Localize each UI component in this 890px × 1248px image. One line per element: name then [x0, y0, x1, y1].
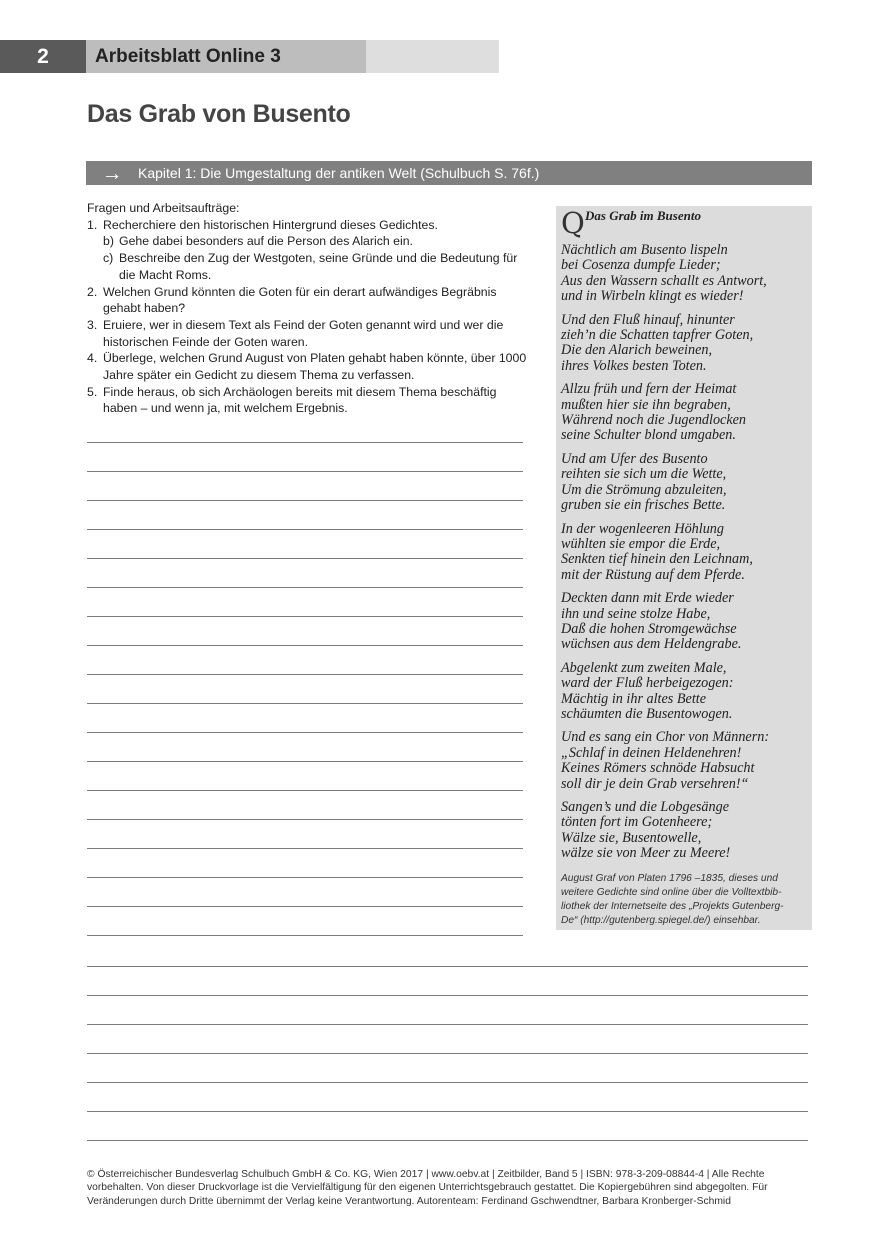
source-box — [556, 206, 812, 930]
page-title: Das Grab von Busento — [87, 100, 351, 128]
answer-line — [87, 617, 523, 646]
poem-stanza: Deckten dann mit Erde wieder ihn und seine stolze Habe, Daß die hohen Stromgewächse wüchsen aus dem Heldengrabe. — [561, 590, 742, 653]
answer-line — [87, 472, 523, 501]
answer-line — [87, 762, 523, 791]
answer-line — [87, 849, 523, 878]
answer-line — [87, 1025, 808, 1054]
poem-stanza: Und am Ufer des Busento reihten sie sich um die Wette, Um die Strömung abzuleiten, gruben sie ein frisches Bette. — [561, 450, 727, 514]
answer-line — [87, 675, 523, 704]
task-item: 1. Recherchiere den historischen Hintergrund dieses Gedichtes. — [87, 217, 438, 232]
task-subitem: b) Gehe dabei besonders auf die Person des Alarich ein. — [103, 234, 413, 249]
task-intro: Fragen und Arbeitsaufträge: — [87, 201, 240, 215]
answer-line — [87, 996, 808, 1025]
poem-stanza: Und es sang ein Chor von Männern: „Schlaf in deinen Heldenehren! Keines Römers schnöde Habsucht soll dir je dein Grab versehren!“ — [561, 729, 770, 792]
header-bar-end — [366, 40, 499, 73]
answer-line — [87, 733, 523, 762]
arrow-right-icon: → — [101, 161, 123, 185]
poem-stanza: Sangen’s und die Lobgesänge tönten fort im Gotenheere; Wälze sie, Busentowelle, wälze sie von Meer zu Meere! — [561, 799, 731, 862]
poem-stanza: In der wogenleeren Höhlung wühlten sie empor die Erde, Senkten tief hinein den Leichnam, mit der Rüstung auf dem Pferde. — [561, 520, 753, 583]
task-item: 3. Eruiere, wer in diesem Text als Feind der Goten genannt wird und wer die historischen Feinde der Goten waren. — [87, 317, 504, 349]
answer-line — [87, 530, 523, 559]
answer-line — [87, 967, 808, 996]
copyright-footer: © Österreichischer Bundesverlag Schulbuch GmbH & Co. KG, Wien 2017 | www.oebv.at | Zeitbilder, Band 5 | ISBN: 978-3-209-08844-4 | Alle Rechte vorbehalten. Von dieser Druckvorlage ist die Vervielfältigung für den eigenen Unterrichtsgebrauch gestattet. Die Kopiergebühren sind abgegolten. Für Veränderungen durch Dritte übernimmt der Verlag keine Verantwortung. Autorenteam: Ferdinand Gschwendtner, Barbara Kronberger-Schmid — [87, 1169, 768, 1207]
source-header — [561, 206, 807, 240]
answer-line — [87, 1112, 808, 1141]
worksheet-title: Arbeitsblatt Online 3 — [86, 40, 366, 73]
task-list — [87, 200, 527, 417]
answer-line — [87, 938, 808, 967]
answer-line — [87, 646, 523, 675]
task-item: 4. Überlege, welchen Grund August von Platen gehabt haben könnte, über 1000 Jahre später ein Gedicht zu diesem Thema zu verfassen. — [87, 351, 527, 383]
poem-stanza: Und den Fluß hinauf, hinunter zieh’n die Schatten tapfrer Goten, Die den Alarich beweinen, ihres Volkes besten Toten. — [561, 311, 754, 374]
chapter-title: Kapitel 1: Die Umgestaltung der antiken Welt (Schulbuch S. 76f.) — [138, 165, 540, 181]
source-credit: August Graf von Platen 1796 –1835, dieses und weitere Gedichte sind online über die Volltextbib- liothek der Internetseite des „Projekts Gutenberg- De“ (http://gutenberg.spiegel.de/) einsehbar. — [561, 872, 784, 927]
task-item: 5. Finde heraus, ob sich Archäologen bereits mit diesem Thema beschäftig haben – und wenn ja, mit welchem Ergebnis. — [87, 384, 497, 416]
answer-line — [87, 501, 523, 530]
answer-line — [87, 1054, 808, 1083]
poem-stanza: Nächtlich am Busento lispeln bei Cosenza dumpfe Lieder; Aus den Wassern schallt es Antwort, und in Wirbeln klingt es wieder! — [561, 242, 767, 305]
source-marker: Q — [561, 206, 585, 240]
answer-line — [87, 588, 523, 617]
answer-lines-full — [87, 938, 808, 1141]
poem-stanza: Abgelenkt zum zweiten Male, ward der Fluß herbeigezogen: Mächtig in ihr altes Bette schäumten die Busentowogen. — [561, 659, 734, 722]
answer-line — [87, 443, 523, 472]
poem-title: Das Grab im Busento — [585, 208, 701, 223]
answer-line — [87, 907, 523, 936]
answer-line — [87, 1083, 808, 1112]
poem-stanza: Allzu früh und fern der Heimat mußten hier sie ihn begraben, Während noch die Jugendlocken seine Schulter blond umgaben. — [561, 381, 747, 444]
task-subitem: c) Beschreibe den Zug der Westgoten, seine Gründe und die Bedeutung für die Macht Roms. — [103, 251, 518, 282]
chapter-banner — [86, 161, 812, 185]
answer-line — [87, 878, 523, 907]
task-item: 2. Welchen Grund könnten die Goten für ein derart aufwändiges Begräbnis gehabt haben? — [87, 284, 497, 316]
answer-line — [87, 820, 523, 849]
answer-line — [87, 791, 523, 820]
answer-lines-left — [87, 442, 523, 936]
answer-line — [87, 559, 523, 588]
answer-line — [87, 704, 523, 733]
page-number: 2 — [0, 40, 86, 73]
